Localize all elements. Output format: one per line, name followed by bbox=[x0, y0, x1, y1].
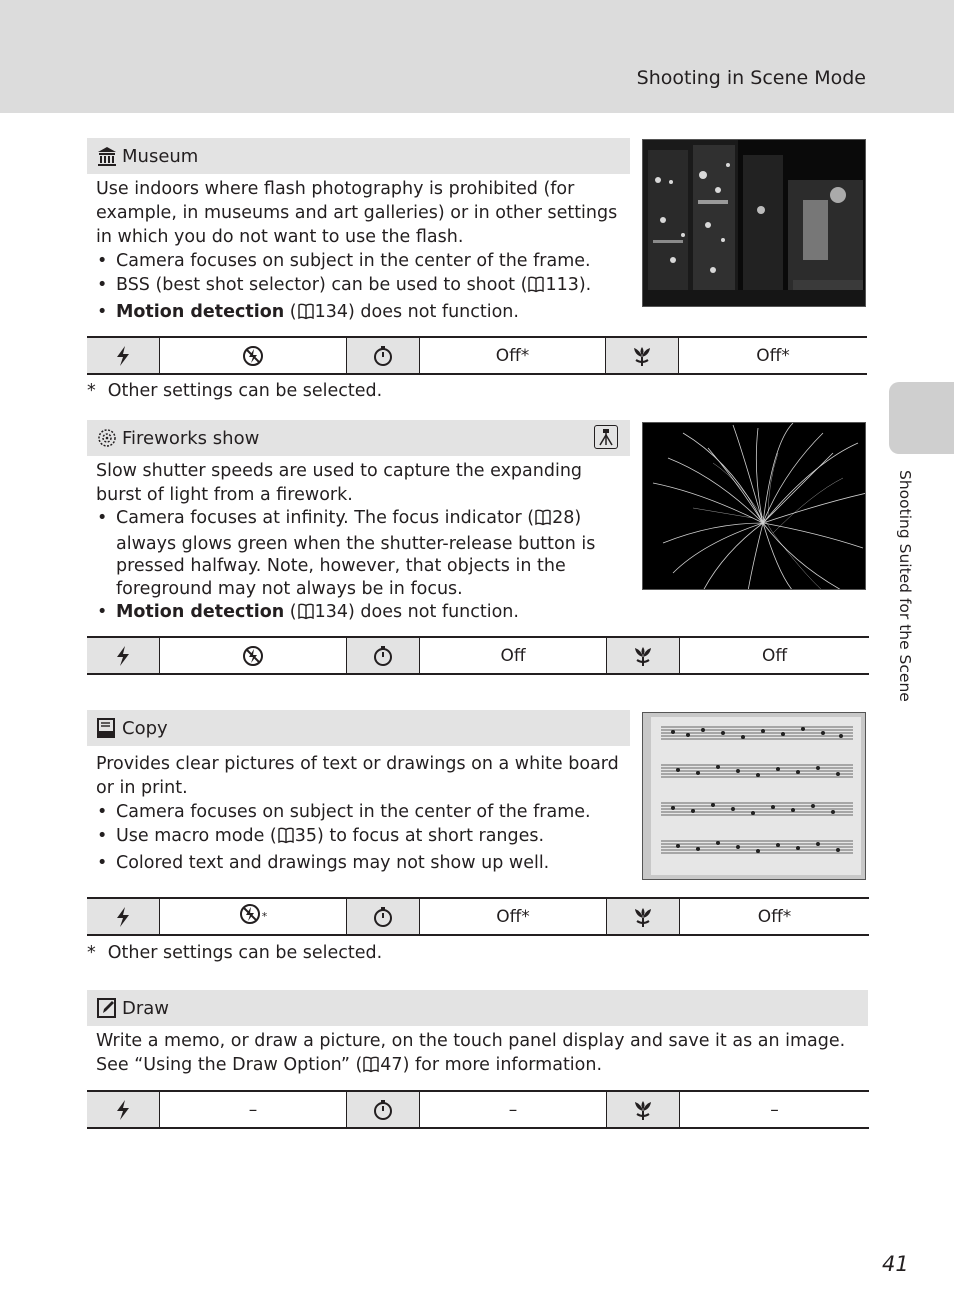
book-reference-icon bbox=[278, 827, 294, 851]
list-item: • Camera focuses at infinity. The focus indicator ( 28) always glows green when the shutter-release button is pressed halfway. Note, however, that objects in the foreground may not always be in focus. bbox=[96, 507, 626, 600]
side-tab-label: Shooting Suited for the Scene bbox=[896, 470, 914, 702]
flash-off-icon bbox=[239, 903, 261, 930]
list-item: • BSS (best shot selector) can be used to shoot ( 113). bbox=[96, 273, 626, 300]
museum-icon bbox=[96, 145, 118, 167]
museum-settings-row bbox=[87, 336, 867, 375]
macro-mode-icon bbox=[606, 338, 679, 373]
macro-mode-icon bbox=[607, 1092, 680, 1127]
fireworks-settings-row bbox=[87, 636, 869, 675]
copy-settings-row bbox=[87, 897, 869, 936]
self-timer-value: Off bbox=[420, 638, 607, 673]
museum-footnote: * Other settings can be selected. bbox=[87, 381, 383, 401]
museum-description bbox=[96, 177, 626, 327]
flash-off-cell bbox=[160, 899, 347, 934]
side-tab bbox=[889, 382, 954, 454]
book-reference-icon bbox=[298, 303, 314, 327]
self-timer-value: – bbox=[420, 1092, 607, 1127]
list-item: • Colored text and drawings may not show up well. bbox=[96, 851, 626, 875]
macro-mode-icon bbox=[607, 638, 680, 673]
self-timer-value: Off* bbox=[420, 338, 606, 373]
fireworks-section-bar bbox=[87, 420, 630, 456]
draw-title: Draw bbox=[122, 997, 170, 1019]
fireworks-icon bbox=[96, 427, 118, 449]
book-reference-icon bbox=[528, 276, 544, 300]
copy-desc-text: Provides clear pictures of text or drawings on a white board or in print. bbox=[96, 754, 619, 798]
museum-title: Museum bbox=[122, 145, 199, 167]
macro-value: Off* bbox=[757, 906, 792, 927]
self-timer-icon bbox=[347, 638, 420, 673]
macro-value: Off bbox=[761, 645, 788, 666]
copy-icon bbox=[96, 717, 118, 739]
flash-off-icon bbox=[160, 638, 347, 673]
museum-photo bbox=[642, 139, 866, 307]
museum-section-bar bbox=[87, 138, 630, 174]
museum-desc-text: Use indoors where flash photography is prohibited (for example, in museums and art galleries) or in other settings in which you do not want to use the flash. bbox=[96, 179, 618, 247]
self-timer-icon bbox=[347, 1092, 420, 1127]
list-item: • Motion detection ( 134) does not function. bbox=[96, 600, 626, 627]
copy-description bbox=[96, 752, 626, 875]
flash-footnote-marker: * bbox=[261, 910, 268, 923]
copy-photo bbox=[642, 712, 866, 880]
draw-settings-row bbox=[87, 1090, 869, 1129]
fireworks-description bbox=[96, 459, 626, 627]
copy-footnote: * Other settings can be selected. bbox=[87, 943, 383, 963]
fireworks-desc-text: Slow shutter speeds are used to capture the expanding burst of light from a firework. bbox=[96, 461, 583, 505]
macro-value: Off* bbox=[756, 345, 790, 366]
draw-desc-line2: See “Using the Draw Option” ( 47) for more information. bbox=[96, 1053, 856, 1080]
list-item: • Motion detection ( 134) does not function. bbox=[96, 300, 626, 327]
list-item: • Camera focuses on subject in the center of the frame. bbox=[96, 800, 626, 824]
self-timer-icon bbox=[347, 338, 420, 373]
page-number: 41 bbox=[882, 1252, 909, 1276]
self-timer-value: Off* bbox=[420, 899, 607, 934]
fireworks-title: Fireworks show bbox=[122, 427, 260, 449]
draw-desc-line1: Write a memo, or draw a picture, on the touch panel display and save it as an image. bbox=[96, 1031, 846, 1051]
macro-value: – bbox=[770, 1099, 779, 1120]
copy-section-bar bbox=[87, 710, 630, 746]
flash-mode-icon bbox=[87, 338, 160, 373]
flash-off-icon bbox=[160, 338, 347, 373]
copy-title: Copy bbox=[122, 717, 168, 739]
list-item: • Use macro mode ( 35) to focus at short ranges. bbox=[96, 824, 626, 851]
flash-mode-icon bbox=[87, 1092, 160, 1127]
book-reference-icon bbox=[298, 603, 314, 627]
header-band bbox=[0, 0, 954, 113]
list-item: • Camera focuses on subject in the center of the frame. bbox=[96, 249, 626, 273]
book-reference-icon bbox=[363, 1056, 379, 1080]
flash-mode-icon bbox=[87, 638, 160, 673]
fireworks-photo bbox=[642, 422, 866, 590]
macro-mode-icon bbox=[607, 899, 680, 934]
draw-description bbox=[96, 1029, 856, 1080]
book-reference-icon bbox=[535, 509, 551, 533]
draw-section-bar bbox=[87, 990, 868, 1026]
tripod-icon bbox=[594, 425, 618, 449]
page-header-title: Shooting in Scene Mode bbox=[636, 67, 866, 89]
self-timer-icon bbox=[347, 899, 420, 934]
draw-icon bbox=[96, 997, 118, 1019]
flash-mode-icon bbox=[87, 899, 160, 934]
flash-value: – bbox=[160, 1092, 347, 1127]
